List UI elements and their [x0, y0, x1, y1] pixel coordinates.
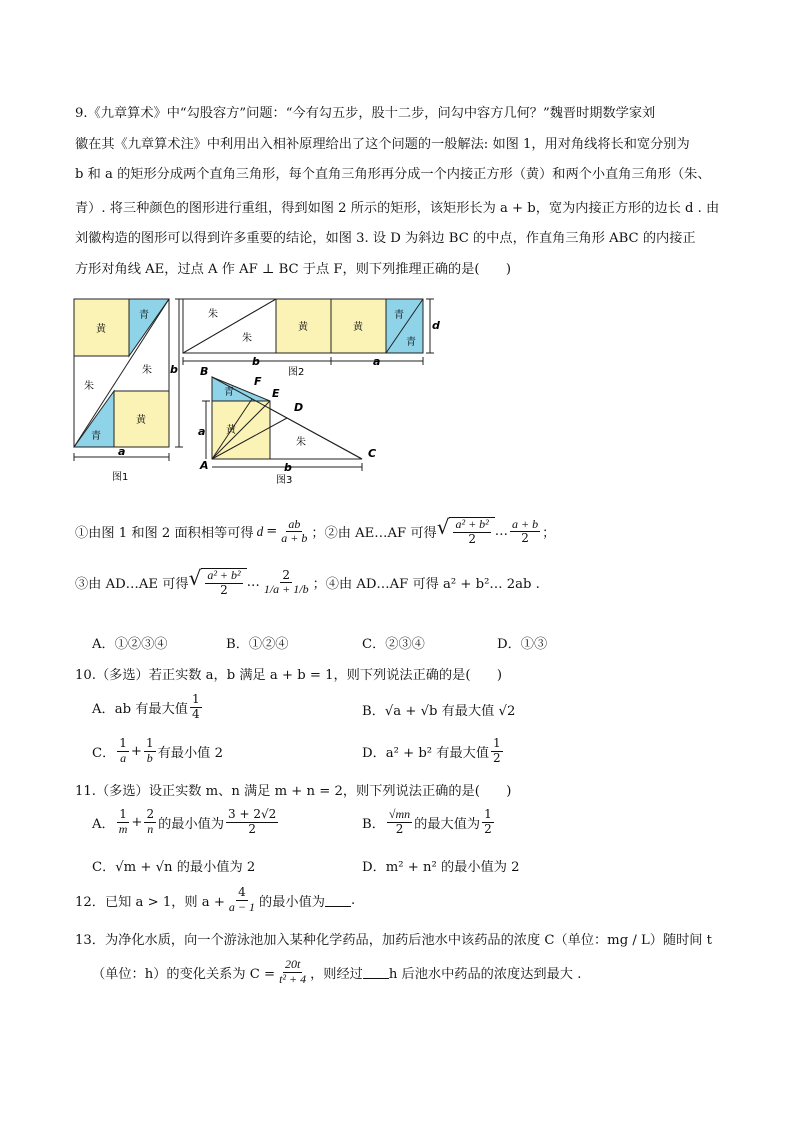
fig1-label-yellow-top: 黄: [96, 324, 106, 335]
fig3-label-cyan: 青: [224, 387, 234, 398]
q11-a-vd: 2: [248, 821, 256, 836]
q9-line-3: b 和 a 的矩形分成两个直角三角形，每个直角三角形再分成一个内接正方形（黄）和两个小直角三角形（朱、: [75, 167, 711, 182]
q9-line-1: 9.《九章算术》中“勾股容方”问题：“今有勾五步，股十二步，问勾中容方几何？”魏晋时期数学家刘: [75, 106, 656, 121]
stmt2-end: ；: [542, 526, 556, 542]
q10-option-b[interactable]: B．√a + √b 有最大值 √2: [362, 704, 516, 719]
q12: [75, 886, 355, 915]
fig2-label-red-2: 朱: [242, 333, 252, 344]
q9-line-4: 青）. 将三种颜色的图形进行重组，得到如图 2 所示的矩形，该矩形长为 a + b，宽为内接正方形的边长 d . 由: [75, 201, 720, 216]
q10-d-den: 2: [493, 750, 501, 765]
q10-c-f2d: b: [146, 750, 153, 765]
stmt1-prefix: ①由图 1 和图 2 面积相等可得: [75, 526, 254, 542]
q11-b-fd: 2: [395, 821, 404, 836]
q13-end: h 后池水中药品的浓度达到最大 .: [388, 966, 582, 982]
stmt1-frac-den: a + b: [281, 531, 308, 546]
fig2-label-yellow-1: 黄: [298, 322, 308, 333]
q13-num: 20t: [284, 957, 301, 971]
figure-3: [198, 365, 376, 486]
fig1-dim-b: b: [170, 363, 178, 376]
fig1-label-red-right: 朱: [142, 365, 152, 376]
q10-a-den: 4: [191, 706, 200, 721]
q10-d-num: 1: [493, 736, 501, 750]
fig2-dim-d: d: [432, 319, 440, 332]
q11-a-vn: 3 + 2√2: [228, 807, 277, 821]
q13-pre: （单位：h）的变化关系为 C =: [92, 966, 276, 982]
q11-b-pre: B．: [362, 816, 385, 832]
fig3-dim-b: b: [284, 461, 292, 474]
fig2-label-red-1: 朱: [208, 309, 218, 320]
fig2-caption: 图2: [288, 367, 305, 378]
q12-num: 4: [238, 885, 246, 899]
fig2-dim-b: b: [252, 355, 260, 368]
q10-option-d[interactable]: [362, 737, 505, 766]
q9-figures: [66, 293, 446, 493]
stmt3-frac-num: 2: [282, 567, 291, 582]
stmt2-rad-num: a² + b²: [455, 517, 489, 531]
q13-answer-blank[interactable]: [363, 966, 389, 979]
fig3-point-D: D: [294, 401, 304, 414]
stmt3-rad-den: 2: [220, 582, 228, 597]
fig2-dim-a: a: [373, 355, 381, 368]
q11-a-f2d: n: [147, 821, 154, 836]
q12-den: a − 1: [228, 899, 256, 914]
fig1-label-cyan-bottom: 青: [91, 431, 101, 442]
q11-option-d[interactable]: D．m² + n² 的最小值为 2: [362, 860, 520, 875]
q11-b-post: 的最大值为: [414, 816, 481, 832]
fig3-label-red: 朱: [296, 437, 306, 448]
stmt3-rad-num: a² + b²: [207, 568, 241, 582]
q12-end: .: [350, 892, 356, 908]
q11-b-vn: 1: [484, 807, 492, 821]
q10-a-text: A．ab 有最大值: [92, 701, 188, 717]
q9-line-6: 方形对角线 AE，过点 A 作 AF ⊥ BC 于点 F，则下列推理正确的是( ): [75, 262, 512, 277]
q11-b-vd: 2: [484, 821, 492, 836]
stmt1-var: d: [256, 523, 264, 539]
fig1-caption: 图1: [112, 472, 129, 483]
fig2-label-yellow-2: 黄: [353, 322, 363, 333]
q9-statements-line-2: ③由 AD…AE 可得 √ $\frac{\text{a² + b²}}{2}$ … $\frac{2}{1/a + 1/b}$ ；④由 AD…AF 可得 a² + b²… 2ab .: [75, 566, 540, 597]
fig2-label-cyan-1: 青: [394, 310, 404, 321]
fig3-label-yellow: 黄: [226, 425, 236, 436]
q10-d-text: D．a² + b² 有最大值: [362, 745, 490, 761]
stmt3-frac-den: 1/a + 1/b: [263, 582, 309, 597]
q11-a-f2n: 2: [146, 807, 155, 821]
q10-c-plus: +: [130, 743, 142, 759]
fig1-label-cyan-top: 青: [139, 310, 149, 321]
q9-option-d[interactable]: D．①③: [497, 637, 548, 652]
q10-c-f2n: 1: [145, 736, 154, 750]
stmt3-prefix: ③由 AD…AE 可得: [75, 577, 189, 593]
q12-post: 的最小值为: [259, 894, 325, 910]
fig3-point-A: A: [200, 459, 209, 472]
fig3-point-F: F: [254, 375, 262, 388]
q9-option-a[interactable]: A．①②③④: [92, 637, 168, 652]
q9-option-b[interactable]: B．①②④: [226, 637, 289, 652]
q12-pre: 12．已知 a > 1，则 a +: [75, 894, 225, 910]
q12-answer-blank[interactable]: [325, 894, 351, 907]
fig3-dim-a: a: [198, 425, 206, 438]
q11-option-c[interactable]: C．√m + √n 的最小值为 2: [92, 860, 256, 875]
figure-2: [183, 299, 440, 378]
q10-a-num: 1: [191, 692, 200, 706]
q11-a-plus: +: [131, 814, 143, 830]
fig3-caption: 图3: [276, 475, 293, 486]
q10-option-a[interactable]: [92, 693, 204, 722]
stmt2-rad-den: 2: [468, 531, 476, 546]
q9-line-5: 刘徽构造的图形可以得到许多重要的结论，如图 3. 设 D 为斜边 BC 的中点，作直角三角形 ABC 的内接正: [75, 231, 696, 246]
stmt2-op: …: [494, 524, 508, 540]
fig3-point-B: B: [200, 365, 209, 378]
q13-line-1: 13．为净化水质，向一个游泳池加入某种化学药品，加药后池水中该药品的浓度 C（单位：mg / L）随时间 t: [75, 933, 712, 948]
stmt1-frac-num: ab: [288, 516, 301, 531]
q9-line-2: 徽在其《九章算术注》中利用出入相补原理给出了这个问题的一般解法: 如图 1，用对角线将长和宽分别为: [75, 137, 690, 152]
q9-statements-line-1: ①由图 1 和图 2 面积相等可得 d = $\frac{ab}{a + b}$ ；②由 AE…AF 可得 √ $\frac{\text{a² + b²}}{2}$ … $\frac{a + b}{2}$ ；: [75, 515, 556, 546]
stmt4: ；④由 AD…AF 可得 a² + b²… 2ab .: [312, 577, 540, 593]
q10-c-f1d: a: [120, 750, 127, 765]
fig3-point-C: C: [368, 447, 377, 460]
figure-1: [74, 299, 183, 483]
q10-option-c[interactable]: [92, 737, 223, 766]
stmt2-frac-num: a + b: [511, 516, 539, 531]
fig1-dim-a: a: [118, 445, 126, 458]
q11-option-a[interactable]: [92, 808, 280, 837]
q13-den: t² + 4: [279, 971, 307, 986]
q11-stem: 11.（多选）设正实数 m、n 满足 m + n = 2，则下列说法正确的是( ): [75, 784, 512, 799]
fig1-label-yellow-bottom: 黄: [136, 415, 146, 426]
q11-a-post: 的最小值为: [158, 816, 225, 832]
fig1-label-red-left: 朱: [84, 381, 94, 392]
q10-c-pre: C．: [92, 745, 116, 761]
q11-a-f1n: 1: [119, 807, 127, 821]
q11-a-f1d: m: [118, 821, 128, 836]
q9-option-c[interactable]: C．②③④: [362, 637, 425, 652]
q13-post: ，则经过: [310, 966, 363, 982]
fig3-point-E: E: [272, 387, 280, 400]
q10-stem: 10.（多选）若正实数 a，b 满足 a + b = 1，则下列说法正确的是( ): [75, 668, 503, 683]
q10-c-f1n: 1: [119, 736, 127, 750]
stmt3-op: …: [246, 575, 260, 591]
q11-a-pre: A．: [92, 816, 115, 832]
q13-line-2: [92, 958, 581, 987]
q10-c-post: 有最小值 2: [157, 745, 223, 761]
stmt2-frac-den: 2: [521, 531, 529, 546]
fig2-label-cyan-2: 青: [406, 337, 416, 348]
q11-b-fn: √mn: [388, 807, 411, 821]
q11-option-b[interactable]: [362, 808, 496, 837]
stmt2-prefix: ；②由 AE…AF 可得: [311, 526, 437, 542]
